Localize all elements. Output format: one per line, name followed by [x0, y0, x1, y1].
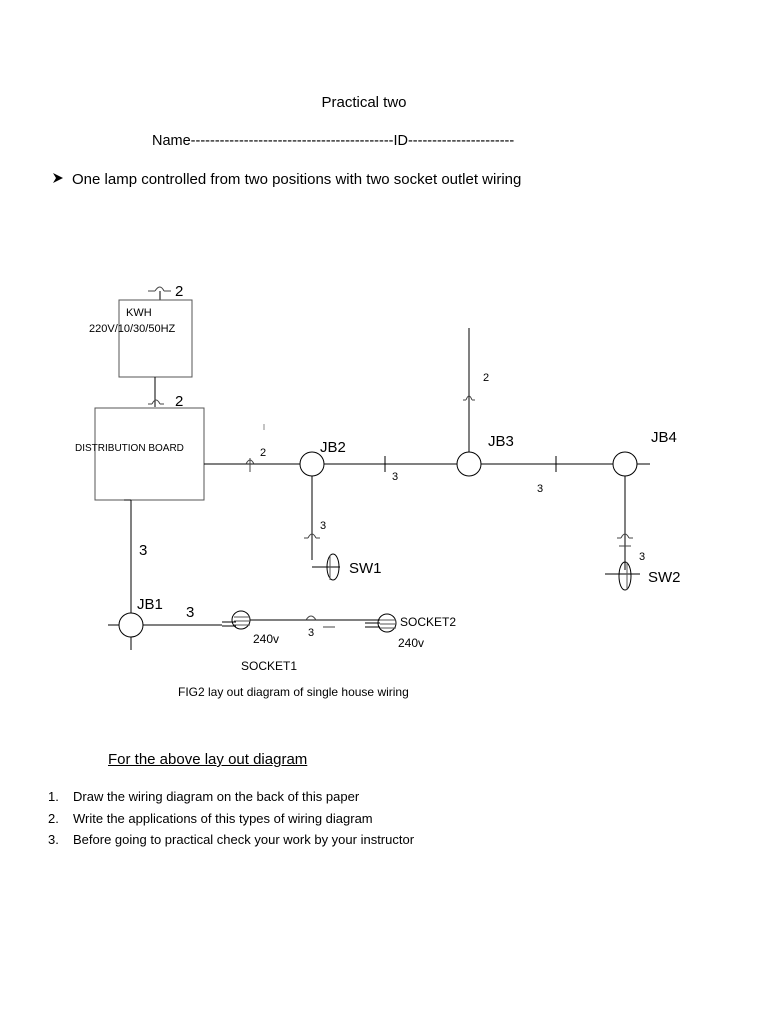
db-fuse-label: 2: [175, 393, 184, 410]
list-item-number: 2.: [48, 810, 59, 826]
kwh-rating: 220V/10/30/50HZ: [89, 323, 176, 335]
jb4-label: JB4: [651, 429, 677, 446]
wiring-layout-diagram: [0, 270, 768, 680]
task-bullet-text: One lamp controlled from two positions with two socket outlet wiring: [72, 171, 522, 188]
jb3-up-label: 2: [483, 372, 490, 384]
list-item-number: 1.: [48, 789, 59, 804]
list-item-number: 3.: [48, 832, 59, 847]
jb3-box: [457, 452, 481, 476]
list-item-text: Draw the wiring diagram on the back of this paper: [73, 789, 360, 804]
list-item: [48, 811, 414, 833]
jb3-jb4-label: 3: [537, 483, 544, 495]
list-item-text: Before going to practical check your work by your instructor: [73, 832, 415, 847]
jb2-label: JB2: [320, 439, 346, 456]
name-id-line: Name------------------------------------------ID----------------------: [152, 133, 515, 149]
figure-caption: FIG2 lay out diagram of single house wiring: [178, 685, 409, 699]
jb1-wire-label: 3: [186, 604, 195, 621]
jb1-label: JB1: [137, 596, 163, 613]
sw1-wire-label: 3: [320, 520, 327, 532]
kwh-title: KWH: [126, 307, 152, 319]
kwh-fuse-label: 2: [175, 283, 184, 300]
socket1-label: SOCKET1: [241, 659, 298, 673]
distribution-board-box: [95, 408, 204, 500]
list-item: [48, 789, 414, 811]
db-down-label: 3: [139, 542, 148, 559]
arrow-bullet-icon: [52, 171, 72, 188]
socket2-symbol: [378, 614, 396, 632]
sw2-label: SW2: [648, 569, 681, 586]
instructions-list: [48, 789, 414, 854]
instructions-heading: For the above lay out diagram: [108, 751, 308, 768]
socket2-label: SOCKET2: [400, 615, 457, 629]
page-title: Practical two: [321, 94, 407, 111]
sw1-label: SW1: [349, 560, 382, 577]
socket1-symbol: [232, 611, 250, 629]
socket-link-label: 3: [308, 627, 315, 639]
socket1-rating: 240v: [253, 632, 280, 646]
task-bullet: [52, 171, 521, 188]
list-item: [48, 832, 414, 854]
socket2-rating: 240v: [398, 636, 425, 650]
db-out-label: 2: [260, 447, 267, 459]
jb2-jb3-label: 3: [392, 471, 399, 483]
jb1-box: [119, 613, 143, 637]
db-title: DISTRIBUTION BOARD: [75, 443, 184, 454]
list-item-text: Write the applications of this types of wiring diagram: [73, 810, 373, 826]
sw2-wire-label: 3: [639, 551, 646, 563]
jb3-label: JB3: [488, 433, 514, 450]
jb4-box: [613, 452, 637, 476]
